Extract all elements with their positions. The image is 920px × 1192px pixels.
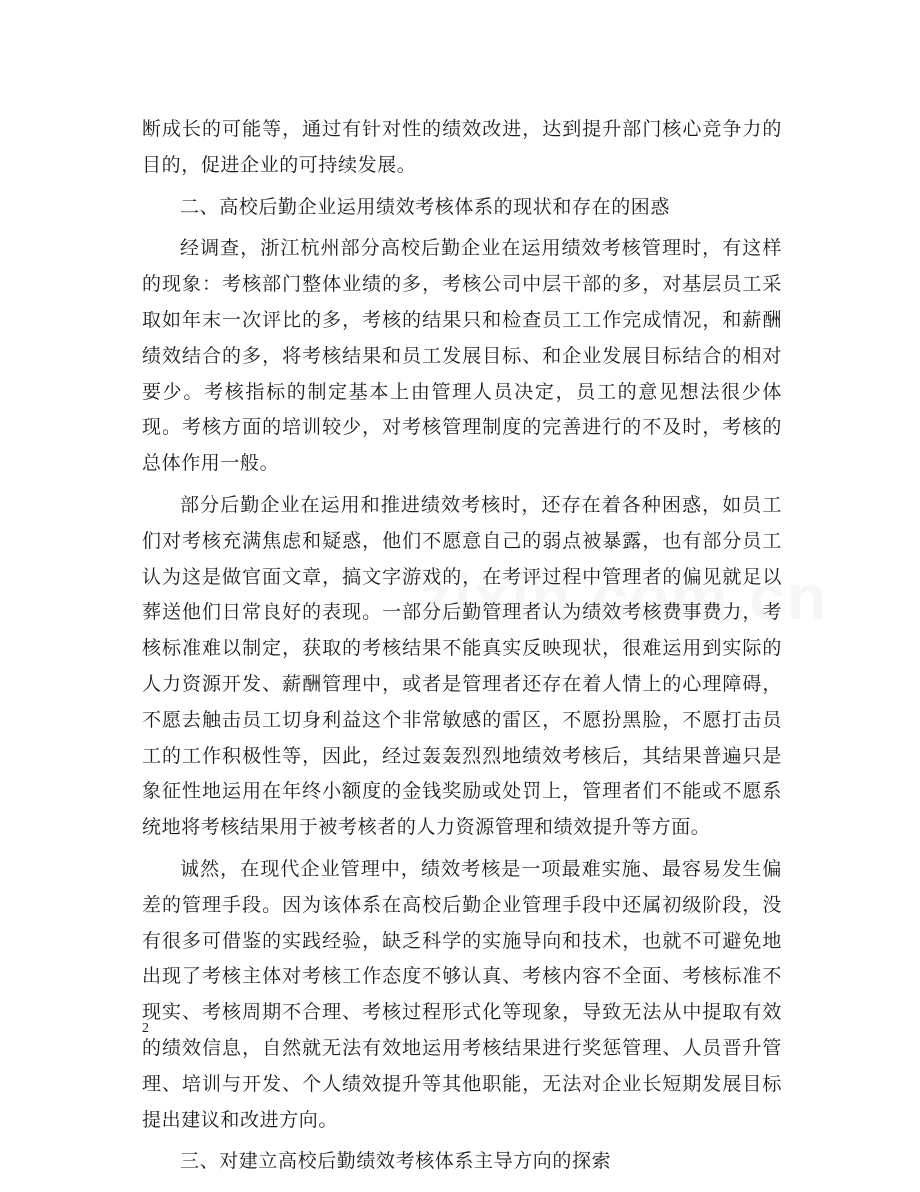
page-number: 2 xyxy=(142,1021,149,1036)
paragraph-confusion: 部分后勤企业在运用和推进绩效考核时，还存在着各种困惑，如员工们对考核充满焦虑和疑惑，他们不愿意自己的弱点被暴露，也有部分员工认为这是做官面文章，搞文字游戏的，在考评过程中管理者的偏见就足以葬送他们日常良好的表现。一部分后勤管理者认为绩效考核费事费力，考核标准难以制定，获取的考核结果不能真实反映现状，很难运用到实际的人力资源开发、薪酬管理中，或者是管理者还存在着人情上的心理障碍，不愿去触击员工切身利益这个非常敏感的雷区，不愿扮黑脸，不愿打击员工的工作积极性等，因此，经过轰轰烈烈地绩效考核后，其结果普遍只是象征性地运用在年终小额度的金钱奖励或处罚上，管理者们不能或不愿系统地将考核结果用于被考核者的人力资源管理和绩效提升等方面。 xyxy=(142,493,782,839)
section-heading-3: 三、对建立高校后勤绩效考核体系主导方向的探索 xyxy=(180,1150,612,1173)
paragraph-indeed: 诚然，在现代企业管理中，绩效考核是一项最难实施、最容易发生偏差的管理手段。因为该体系在高校后勤企业管理手段中还属初级阶段，没有很多可借鉴的实践经验，缺乏科学的实施导向和技术，也就不可避免地出现了考核主体对考核工作态度不够认真、考核内容不全面、考核标准不现实、考核周期不合理、考核过程形式化等现象，导致无法从中提取有效的绩效信息，自然就无法有效地运用考核结果进行奖惩管理、人员晋升管理、培训与开发、个人绩效提升等其他职能，无法对企业长短期发展目标提出建议和改进方向。 xyxy=(142,857,782,1131)
document-body xyxy=(142,112,782,1180)
paragraph-survey: 经调查，浙江杭州部分高校后勤企业在运用绩效考核管理时，有这样的现象：考核部门整体业绩的多，考核公司中层干部的多，对基层员工采取如年末一次评比的多，考核的结果只和检查员工工作完成情况，和薪酬绩效结合的多，将考核结果和员工发展目标、和企业发展目标结合的相对要少。考核指标的制定基本上由管理人员决定，员工的意见想法很少体现。考核方面的培训较少，对考核管理制度的完善进行的不及时，考核的总体作用一般。 xyxy=(142,237,782,475)
section-heading-2: 二、高校后勤企业运用绩效考核体系的现状和存在的困惑 xyxy=(180,195,671,218)
paragraph-continuation: 断成长的可能等，通过有针对性的绩效改进，达到提升部门核心竞争力的目的，促进企业的可持续发展。 xyxy=(142,118,782,176)
